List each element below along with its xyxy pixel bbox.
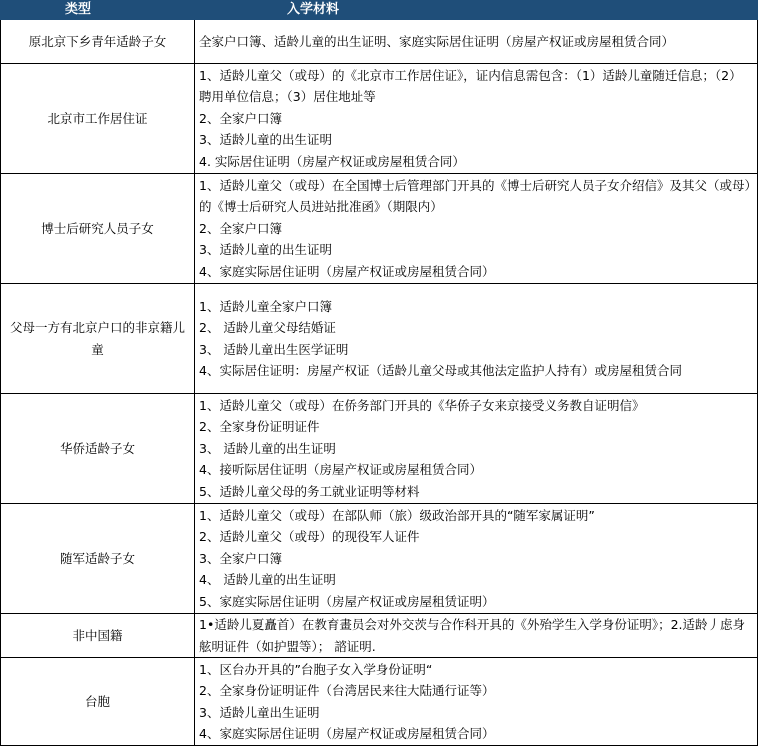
row-type: 原北京下乡青年适龄子女 — [1, 20, 195, 64]
material-line: 1、适龄儿童父（或母）的《北京市工作居住证》，证内信息需包含：（1）适龄儿童随迁信息；（2）聘用单位信息；（3）居住地址等 — [199, 67, 742, 105]
material-line: 5、适龄儿童父母的务工就业证明等材料 — [199, 483, 420, 499]
row-materials — [195, 504, 758, 614]
row-materials — [195, 658, 758, 746]
row-type: 父母一方有北京户口的非京籍儿童 — [1, 284, 195, 394]
table-row — [1, 394, 758, 504]
material-line: 5、家庭实际居住证明（房屋产权证或房屋租赁证明） — [199, 593, 495, 609]
material-line: 3、 适龄儿童的出生证明 — [199, 440, 336, 456]
material-line: 2、适龄儿童父（或母）的现役军人证件 — [199, 529, 420, 545]
material-line: 3、 适龄儿童出生医学证明 — [199, 341, 349, 357]
row-materials — [195, 394, 758, 504]
row-type: 华侨适龄子女 — [1, 394, 195, 504]
material-line: 3、适龄儿童的出生证明 — [199, 132, 332, 148]
header-materials: 入学材料 — [195, 1, 758, 20]
table-row — [1, 614, 758, 658]
row-materials — [195, 614, 758, 658]
material-line: 3、全家户口簿 — [199, 550, 282, 566]
table-row — [1, 20, 758, 64]
material-line: 3、适龄儿童出生证明 — [199, 704, 320, 720]
material-line: 1、适龄儿童全家户口簿 — [199, 298, 332, 314]
header-type: 类型 — [1, 1, 195, 20]
material-line: 2、 适龄儿童父母结婚证 — [199, 320, 336, 335]
row-materials — [195, 174, 758, 284]
table-row — [1, 64, 758, 174]
row-type: 台胞 — [1, 658, 195, 746]
material-line: 2、全家身份证明证件 — [199, 419, 320, 435]
material-line: 1、适龄儿童父（或母）在侨务部门开具的《华侨子女来京接受义务教自证明信》 — [199, 397, 645, 413]
material-line: 4、实际居住证明：房屋产权证（适龄儿童父母或其他法定监护人持有）或房屋租赁合同 — [199, 363, 682, 378]
row-type: 非中国籍 — [1, 614, 195, 658]
table-row — [1, 504, 758, 614]
material-line: 1、区台办开具的”台胞子女入学身份证明“ — [199, 661, 433, 677]
material-line: 1、适龄儿童父（或母）在部队师（旅）级政治部开具的“随军家属证明” — [199, 507, 595, 523]
material-line: 4、 适龄儿童的出生证明 — [199, 572, 336, 588]
table-header-row — [1, 1, 758, 20]
row-materials — [195, 64, 758, 174]
material-line: 4. 实际居住证明（房屋产权证或房屋租赁合同） — [199, 153, 465, 169]
material-line: 2、全家户口簿 — [199, 220, 282, 236]
material-line: 4、家庭实际居住证明（房屋产权证或房屋租赁合同） — [199, 726, 495, 741]
row-materials — [195, 20, 758, 64]
table-row — [1, 658, 758, 746]
row-type: 博士后研究人员子女 — [1, 174, 195, 284]
row-type: 北京市工作居住证 — [1, 64, 195, 174]
material-line: 1、适龄儿童父（或母）在全国博士后管理部门开具的《博士后研究人员子女介绍信》及其父（或母）的《博士后研究人员进站批准函》（期限内） — [199, 177, 751, 215]
material-line: 4、接听际居住证明（房屋产权证或房屋租赁合同） — [199, 462, 482, 478]
table-row — [1, 284, 758, 394]
material-line: 2、全家户口簿 — [199, 110, 282, 126]
row-type: 随军适龄子女 — [1, 504, 195, 614]
material-line: 2、全家身份证明证件（台湾居民来往大陆通行证等） — [199, 683, 495, 698]
table-row — [1, 174, 758, 284]
material-line: 全家户口簿、适龄儿童的出生证明、家庭实际居住证明（房屋产权证或房屋租赁合同） — [199, 33, 675, 49]
material-line: 1•适龄儿夏矗首）在教育畫员会对外交茨与合作科开具的《外殆学生入学身份证明》；2.适龄丿虑身舷明证件（如护盟等）； 諮证明. — [199, 617, 746, 654]
material-line: 4、家庭实际居住证明（房屋产权证或房屋租赁合同） — [199, 263, 495, 279]
row-materials — [195, 284, 758, 394]
material-line: 3、适龄儿童的出生证明 — [199, 242, 332, 258]
